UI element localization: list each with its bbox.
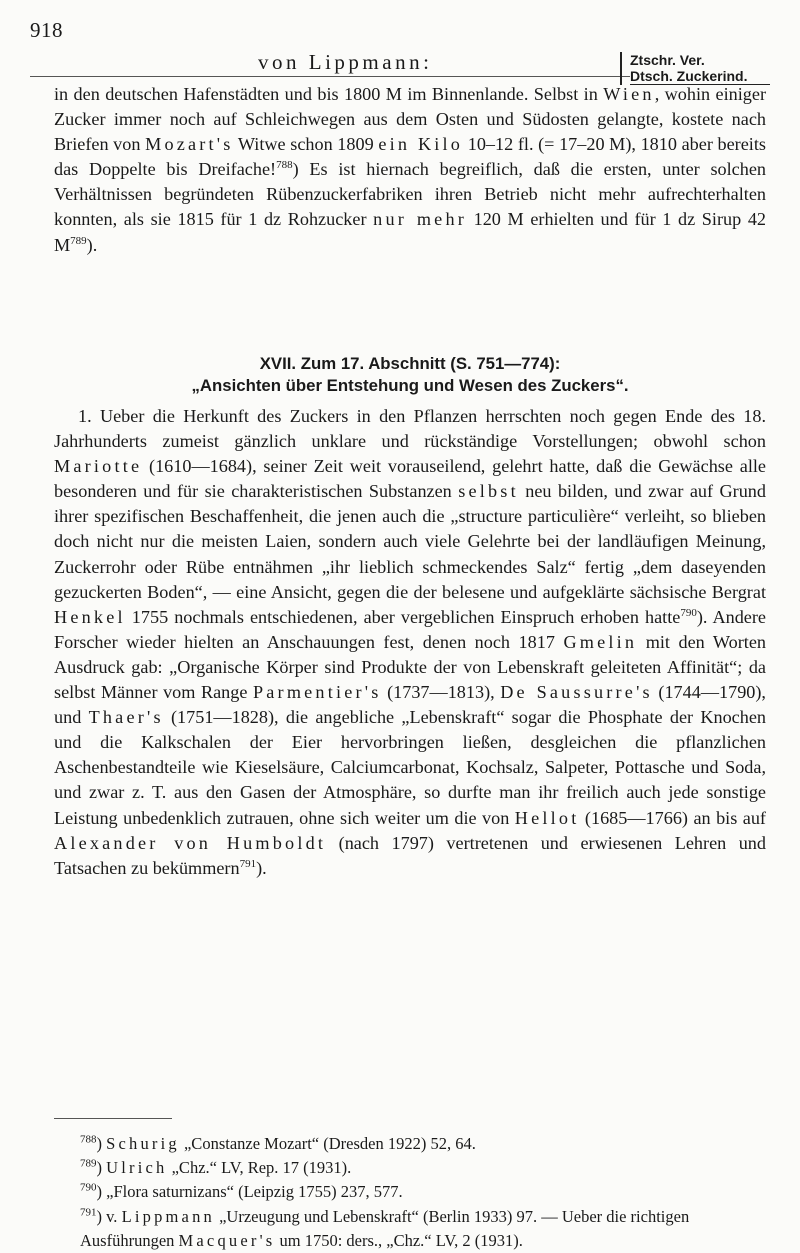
footnote-ref: 791 <box>80 1206 97 1219</box>
journal-reference <box>620 52 770 85</box>
spaced-name: nur mehr <box>373 209 467 230</box>
footnote-788: $^{788}$) Schurig „Constanze Mozart“ (Dresden 1922) 52, 64. <box>80 1133 476 1153</box>
page-number: 918 <box>30 18 63 42</box>
spaced-name: Mozart's <box>145 134 234 155</box>
body-text <box>54 82 766 258</box>
spaced-name: Alexander von Humboldt <box>54 832 327 853</box>
spaced-name: Schurig <box>106 1134 180 1153</box>
spaced-name: Thaer's <box>88 707 164 728</box>
spaced-name: Mariotte <box>54 456 143 477</box>
spaced-name: selbst <box>458 481 519 502</box>
section-heading-title: „Ansichten über Entstehung und Wesen des Zuckers“. <box>191 376 629 395</box>
spaced-name: Henkel <box>54 606 126 627</box>
footnote-ref: 788 <box>80 1133 97 1146</box>
footnote-790: $^{790}$) „Flora saturnizans“ (Leipzig 1755) 237, 577. <box>80 1181 403 1202</box>
spaced-name: Hellot <box>514 807 580 828</box>
footnote-ref: 789 <box>80 1157 97 1170</box>
footnote-791: $^{791}$) v. Lippmann „Urzeugung und Lebenskraft“ (Berlin 1933) 97. — Ueber die richtigen Ausführungen Macquer's um 1750: ders., „Chz.“ LV, 2 (1931). <box>80 1206 690 1250</box>
footnotes <box>54 1132 766 1253</box>
journal-line-2: Dtsch. Zuckerind. <box>630 68 770 85</box>
header-rule <box>30 76 630 77</box>
spaced-name: Lippmann <box>121 1206 215 1226</box>
section-heading <box>54 353 766 397</box>
footnote-ref: 790 <box>680 606 697 619</box>
footnote-ref: 788 <box>276 159 293 172</box>
running-title: von Lippmann: <box>258 50 433 74</box>
footnote-789: $^{789}$) Ulrich „Chz.“ LV, Rep. 17 (1931). <box>80 1157 352 1178</box>
paragraph-origin-of-sugar: 1. Ueber die Herkunft des Zuckers in den Pflanzen herrschten noch gegen Ende des 18. Jahrhunderts zumeist gänzlich unklare und rückständige Vorstellungen; obwohl schon Mariotte (1610—1684), seiner Zeit weit vorauseilend, gelehrt hatte, daß die Gewächse alle besonderen und für sie charakteristischen Substanzen selbst neu bilden, und zwar auf Grund ihrer spezifischen Beschaffenheit, die jenen auch die „structure particulière“ verleiht, so blieben doch nicht nur die meisten Laien, sondern auch viele Gelehrte bei der landläufigen Meinung, Zuckerrohr oder Rübe entnähmen „ihr lieblich schmeckendes Salz“ fertig „dem daseyenden gezuckerten Boden“, — eine Ansicht, gegen die der belesene und aufgeklärte sächsische Bergrat Henkel 1755 nochmals entschiedenen, aber vergeblichen Einspruch erhoben hatte$^{790}$). Andere Forscher wieder hielten an Anschauungen fest, denen noch 1817 Gmelin mit den Worten Ausdruck gab: „Organische Körper sind Produkte der von Lebenskraft geleiteten Affinität“; da selbst Männer vom Range Parmentier's (1737—1813), De Saussurre's (1744—1790), und Thaer's (1751—1828), die angebliche „Lebenskraft“ sogar die Phosphate der Knochen und die Kalkschalen der Eier hervorbringen ließen, desgleichen die pflanzlichen Aschenbestandteile wie Kieselsäure, Calciumcarbonat, Kochsalz, Salpeter, Pottasche und Soda, und zwar z. T. aus den Gasen der Atmosphäre, so durfte man ihr freilich auch jede sonstige Leistung unbedenklich zutrauen, ohne sich weiter um die von Hellot (1685—1766) an bis auf Alexander von Humboldt (nach 1797) vertretenen und erwiesenen Lehren und Tatsachen zu bekümmern$^{791}$). <box>54 406 767 878</box>
spaced-name: Ulrich <box>106 1158 168 1178</box>
body-text-section <box>54 404 766 881</box>
spaced-name: ein Kilo <box>378 134 464 155</box>
footnote-ref: 790 <box>80 1181 97 1194</box>
section-heading-number: XVII. Zum 17. Abschnitt (S. 751—774): <box>259 354 561 373</box>
footnote-ref: 789 <box>70 234 87 247</box>
footnote-ref: 791 <box>239 857 257 870</box>
spaced-name: Macquer's <box>178 1230 276 1250</box>
spaced-name: Gmelin <box>563 631 638 652</box>
footnote-rule <box>54 1118 172 1119</box>
spaced-name: Wien <box>603 84 655 104</box>
journal-line-1: Ztschr. Ver. <box>630 52 705 68</box>
spaced-name: De Saussurre's <box>500 682 653 703</box>
paragraph-intro: in den deutschen Hafenstädten und bis 1800 M im Binnenlande. Selbst in Wien, wohin einiger Zucker immer noch auf Schleichwegen aus dem Osten und Südosten gelangte, kostete nach Briefen von Mozart's Witwe schon 1809 ein Kilo 10–12 fl. (= 17–20 M), 1810 aber bereits das Doppelte bis Dreifache!$^{788}$) Es ist hiernach begreiflich, daß die ersten, unter solchen Verhältnissen begründeten Rübenzuckerfabriken ihren Betrieb nicht mehr aufrechterhalten konnten, als sie 1815 für 1 dz Rohzucker nur mehr 120 M erhielten und für 1 dz Sirup 42 $M^{789}$). <box>54 84 767 255</box>
spaced-name: Parmentier's <box>252 682 382 703</box>
